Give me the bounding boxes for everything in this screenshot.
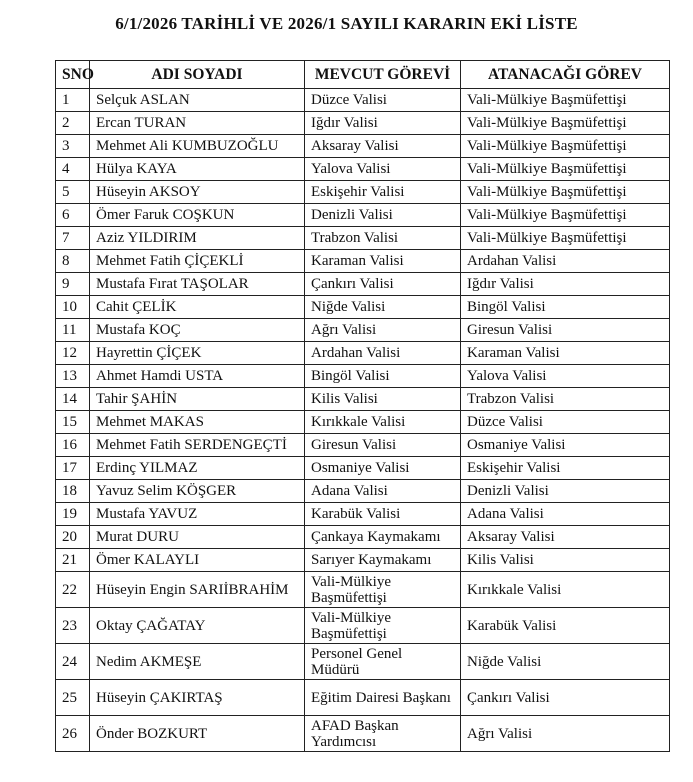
appointment-table bbox=[55, 60, 670, 752]
row-current-position: Kilis Valisi bbox=[305, 388, 461, 411]
row-current-position: Sarıyer Kaymakamı bbox=[305, 549, 461, 572]
row-name: Nedim AKMEŞE bbox=[90, 644, 305, 680]
row-sno: 3 bbox=[56, 135, 90, 158]
row-current-position: Karaman Valisi bbox=[305, 250, 461, 273]
table-row bbox=[56, 644, 670, 680]
table-row bbox=[56, 680, 670, 716]
row-sno: 22 bbox=[56, 572, 90, 608]
row-new-position: Vali-Mülkiye Başmüfettişi bbox=[461, 112, 670, 135]
row-current-position: Vali-Mülkiye Başmüfettişi bbox=[305, 608, 461, 644]
row-sno: 8 bbox=[56, 250, 90, 273]
table-row bbox=[56, 434, 670, 457]
header-sno: SNO bbox=[56, 61, 90, 89]
row-sno: 1 bbox=[56, 89, 90, 112]
table-row bbox=[56, 503, 670, 526]
row-current-position: AFAD Başkan Yardımcısı bbox=[305, 716, 461, 752]
row-current-position: Kırıkkale Valisi bbox=[305, 411, 461, 434]
row-new-position: Ağrı Valisi bbox=[461, 716, 670, 752]
table-row bbox=[56, 716, 670, 752]
header-new-position: ATANACAĞI GÖREV bbox=[461, 61, 670, 89]
row-current-position: Eğitim Dairesi Başkanı bbox=[305, 680, 461, 716]
row-current-position: Personel Genel Müdürü bbox=[305, 644, 461, 680]
row-current-position: Ardahan Valisi bbox=[305, 342, 461, 365]
table-row bbox=[56, 204, 670, 227]
row-name: Hüseyin ÇAKIRTAŞ bbox=[90, 680, 305, 716]
row-sno: 7 bbox=[56, 227, 90, 250]
row-sno: 21 bbox=[56, 549, 90, 572]
row-name: Erdinç YILMAZ bbox=[90, 457, 305, 480]
row-name: Tahir ŞAHİN bbox=[90, 388, 305, 411]
row-current-position: Adana Valisi bbox=[305, 480, 461, 503]
row-name: Mehmet MAKAS bbox=[90, 411, 305, 434]
table-row bbox=[56, 250, 670, 273]
row-new-position: Denizli Valisi bbox=[461, 480, 670, 503]
row-current-position: Aksaray Valisi bbox=[305, 135, 461, 158]
table-row bbox=[56, 89, 670, 112]
row-current-position: Karabük Valisi bbox=[305, 503, 461, 526]
row-current-position: Eskişehir Valisi bbox=[305, 181, 461, 204]
row-name: Hüseyin Engin SARIİBRAHİM bbox=[90, 572, 305, 608]
row-new-position: Giresun Valisi bbox=[461, 319, 670, 342]
table-body bbox=[56, 89, 670, 752]
row-sno: 17 bbox=[56, 457, 90, 480]
row-current-position: Düzce Valisi bbox=[305, 89, 461, 112]
table-header-row bbox=[56, 61, 670, 89]
row-sno: 13 bbox=[56, 365, 90, 388]
row-new-position: Vali-Mülkiye Başmüfettişi bbox=[461, 135, 670, 158]
row-sno: 10 bbox=[56, 296, 90, 319]
row-name: Mehmet Fatih ÇİÇEKLİ bbox=[90, 250, 305, 273]
row-new-position: Osmaniye Valisi bbox=[461, 434, 670, 457]
row-new-position: Adana Valisi bbox=[461, 503, 670, 526]
table-row bbox=[56, 549, 670, 572]
row-name: Mustafa YAVUZ bbox=[90, 503, 305, 526]
row-new-position: Aksaray Valisi bbox=[461, 526, 670, 549]
row-new-position: Bingöl Valisi bbox=[461, 296, 670, 319]
table-row bbox=[56, 365, 670, 388]
row-name: Selçuk ASLAN bbox=[90, 89, 305, 112]
table-row bbox=[56, 526, 670, 549]
row-current-position: Trabzon Valisi bbox=[305, 227, 461, 250]
row-name: Oktay ÇAĞATAY bbox=[90, 608, 305, 644]
table-row bbox=[56, 135, 670, 158]
row-new-position: Eskişehir Valisi bbox=[461, 457, 670, 480]
table-row bbox=[56, 572, 670, 608]
row-current-position: Osmaniye Valisi bbox=[305, 457, 461, 480]
row-sno: 4 bbox=[56, 158, 90, 181]
table-row bbox=[56, 457, 670, 480]
row-name: Cahit ÇELİK bbox=[90, 296, 305, 319]
row-new-position: Niğde Valisi bbox=[461, 644, 670, 680]
row-current-position: Çankırı Valisi bbox=[305, 273, 461, 296]
row-name: Ömer KALAYLI bbox=[90, 549, 305, 572]
row-sno: 14 bbox=[56, 388, 90, 411]
row-sno: 23 bbox=[56, 608, 90, 644]
row-name: Ahmet Hamdi USTA bbox=[90, 365, 305, 388]
row-new-position: Ardahan Valisi bbox=[461, 250, 670, 273]
row-name: Ömer Faruk COŞKUN bbox=[90, 204, 305, 227]
row-name: Hülya KAYA bbox=[90, 158, 305, 181]
row-new-position: Karaman Valisi bbox=[461, 342, 670, 365]
header-name: ADI SOYADI bbox=[90, 61, 305, 89]
row-sno: 9 bbox=[56, 273, 90, 296]
row-sno: 12 bbox=[56, 342, 90, 365]
table-row bbox=[56, 273, 670, 296]
row-new-position: Vali-Mülkiye Başmüfettişi bbox=[461, 204, 670, 227]
row-current-position: Ağrı Valisi bbox=[305, 319, 461, 342]
row-sno: 11 bbox=[56, 319, 90, 342]
row-sno: 26 bbox=[56, 716, 90, 752]
row-sno: 15 bbox=[56, 411, 90, 434]
row-new-position: Vali-Mülkiye Başmüfettişi bbox=[461, 89, 670, 112]
row-new-position: Trabzon Valisi bbox=[461, 388, 670, 411]
row-current-position: Niğde Valisi bbox=[305, 296, 461, 319]
table-row bbox=[56, 342, 670, 365]
row-current-position: Bingöl Valisi bbox=[305, 365, 461, 388]
table-row bbox=[56, 411, 670, 434]
row-name: Önder BOZKURT bbox=[90, 716, 305, 752]
row-name: Hüseyin AKSOY bbox=[90, 181, 305, 204]
row-name: Aziz YILDIRIM bbox=[90, 227, 305, 250]
row-new-position: Vali-Mülkiye Başmüfettişi bbox=[461, 181, 670, 204]
row-sno: 16 bbox=[56, 434, 90, 457]
row-sno: 18 bbox=[56, 480, 90, 503]
table-row bbox=[56, 112, 670, 135]
row-current-position: Iğdır Valisi bbox=[305, 112, 461, 135]
table-row bbox=[56, 480, 670, 503]
row-name: Mehmet Ali KUMBUZOĞLU bbox=[90, 135, 305, 158]
row-sno: 24 bbox=[56, 644, 90, 680]
table-row bbox=[56, 319, 670, 342]
row-name: Hayrettin ÇİÇEK bbox=[90, 342, 305, 365]
table-row bbox=[56, 158, 670, 181]
row-new-position: Vali-Mülkiye Başmüfettişi bbox=[461, 158, 670, 181]
row-name: Ercan TURAN bbox=[90, 112, 305, 135]
row-name: Mustafa KOÇ bbox=[90, 319, 305, 342]
row-sno: 5 bbox=[56, 181, 90, 204]
row-current-position: Vali-Mülkiye Başmüfettişi bbox=[305, 572, 461, 608]
row-current-position: Giresun Valisi bbox=[305, 434, 461, 457]
row-new-position: Düzce Valisi bbox=[461, 411, 670, 434]
row-current-position: Çankaya Kaymakamı bbox=[305, 526, 461, 549]
row-new-position: Yalova Valisi bbox=[461, 365, 670, 388]
row-current-position: Yalova Valisi bbox=[305, 158, 461, 181]
row-name: Yavuz Selim KÖŞGER bbox=[90, 480, 305, 503]
row-name: Mehmet Fatih SERDENGEÇTİ bbox=[90, 434, 305, 457]
row-new-position: Kilis Valisi bbox=[461, 549, 670, 572]
row-new-position: Çankırı Valisi bbox=[461, 680, 670, 716]
row-name: Mustafa Fırat TAŞOLAR bbox=[90, 273, 305, 296]
row-current-position: Denizli Valisi bbox=[305, 204, 461, 227]
table-row bbox=[56, 608, 670, 644]
row-new-position: Karabük Valisi bbox=[461, 608, 670, 644]
table-row bbox=[56, 227, 670, 250]
table-row bbox=[56, 181, 670, 204]
table-row bbox=[56, 296, 670, 319]
row-sno: 19 bbox=[56, 503, 90, 526]
row-sno: 2 bbox=[56, 112, 90, 135]
document-title: 6/1/2026 TARİHLİ VE 2026/1 SAYILI KARARIN EKİ LİSTE bbox=[115, 14, 578, 33]
row-sno: 25 bbox=[56, 680, 90, 716]
row-new-position: Kırıkkale Valisi bbox=[461, 572, 670, 608]
row-new-position: Iğdır Valisi bbox=[461, 273, 670, 296]
row-name: Murat DURU bbox=[90, 526, 305, 549]
row-new-position: Vali-Mülkiye Başmüfettişi bbox=[461, 227, 670, 250]
header-current-position: MEVCUT GÖREVİ bbox=[305, 61, 461, 89]
row-sno: 6 bbox=[56, 204, 90, 227]
table-row bbox=[56, 388, 670, 411]
row-sno: 20 bbox=[56, 526, 90, 549]
